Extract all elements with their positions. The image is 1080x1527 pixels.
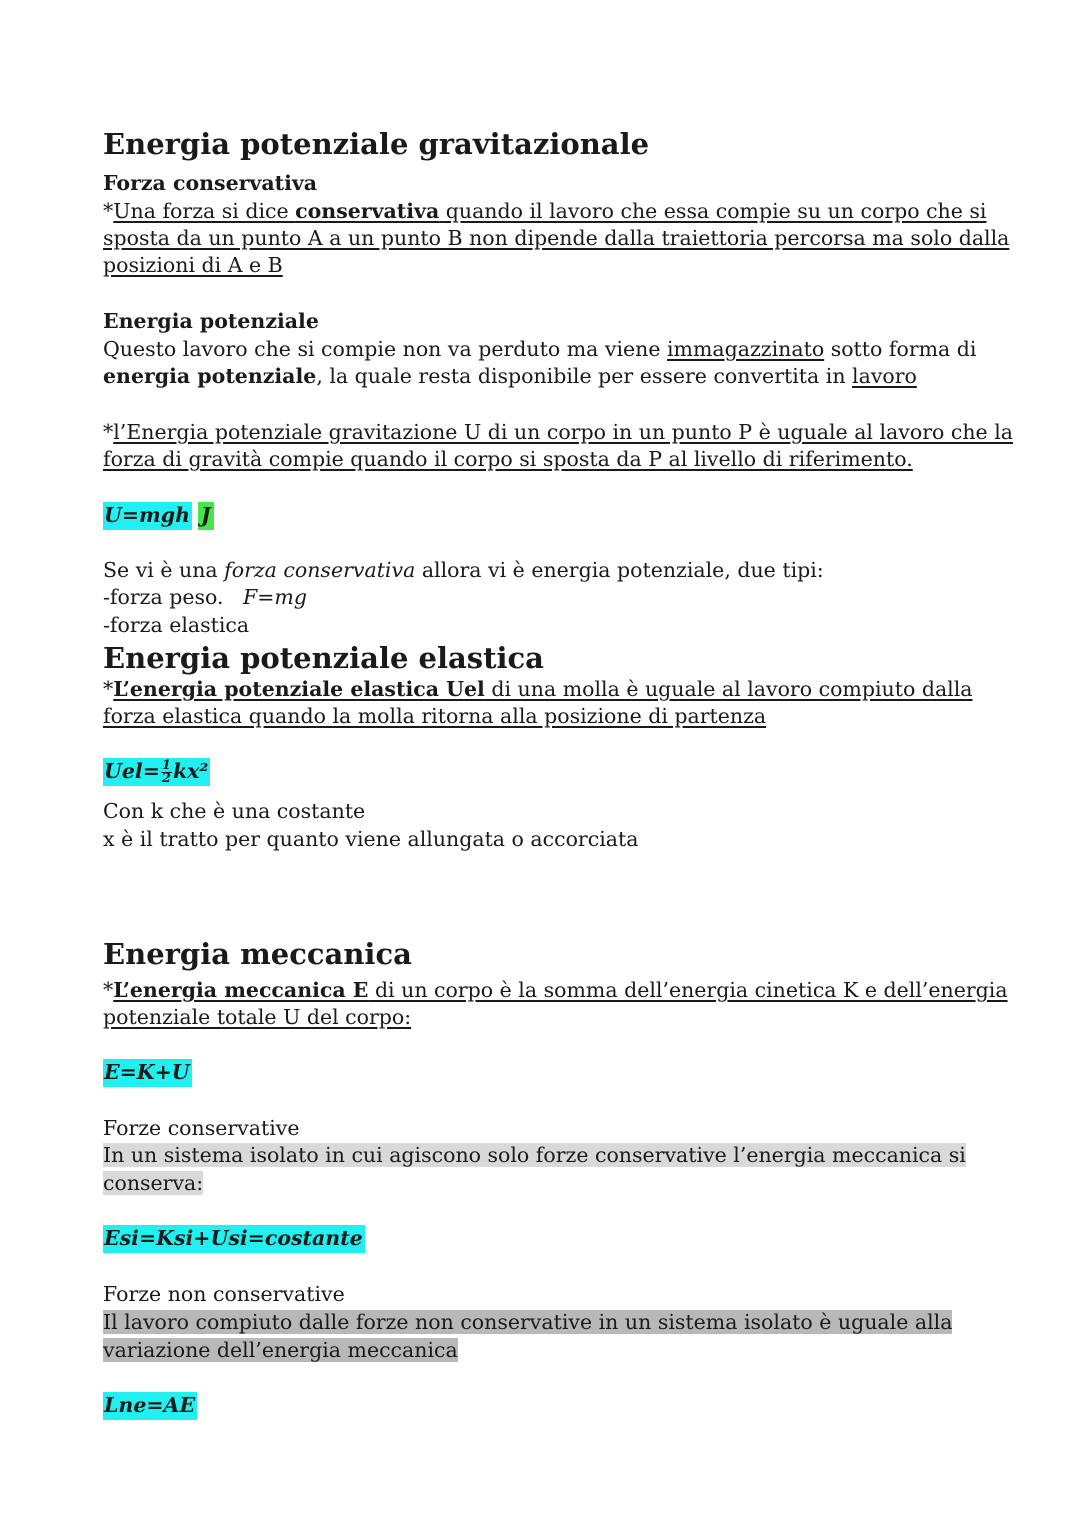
heading-energia-potenziale-elastica: Energia potenziale elastica: [103, 641, 544, 675]
subheading-forza-conservativa: Forza conservativa: [103, 171, 318, 195]
definition-conservativa-line1: *Una forza si dice conservativa quando il lavoro che essa compie su un corpo che si: [103, 199, 987, 223]
text-lavoro-non-conservative-line2: variazione dell’energia meccanica: [103, 1338, 458, 1362]
definition-conservativa-line3: posizioni di A e B: [103, 253, 283, 277]
definition-conservativa-line2: sposta da un punto A a un punto B non dipende dalla traiettoria percorsa ma solo dalla: [103, 226, 1010, 250]
formula-umgh: U=mgh J: [103, 502, 214, 529]
type-forza-peso: -forza peso. F=mg: [103, 585, 307, 609]
type-forza-elastica: -forza elastica: [103, 613, 250, 637]
definition-gravitazionale-line2: forza di gravità compie quando il corpo si sposta da P al livello di riferimento.: [103, 447, 913, 471]
formula-lne: Lne=AE: [103, 1392, 197, 1419]
formula-uel: Uel= $\frac{1}{2}$ kx²: [104, 758, 209, 786]
paragraph-lavoro-line1: Questo lavoro che si compie non va perduto ma viene immagazzinato sotto forma di: [103, 337, 977, 361]
paragraph-lavoro-line2: energia potenziale, la quale resta disponibile per essere convertita in lavoro: [103, 364, 917, 388]
text-sistema-isolato-line2: conserva:: [103, 1171, 204, 1195]
subheading-forze-conservative: Forze conservative: [103, 1116, 300, 1140]
heading-energia-potenziale-gravitazionale: Energia potenziale gravitazionale: [103, 127, 650, 161]
unit-joule: J: [198, 502, 214, 530]
definition-elastica-line1: *L’energia potenziale elastica Uel di una molla è uguale al lavoro compiuto dalla: [103, 677, 973, 701]
definition-elastica-line2: forza elastica quando la molla ritorna alla posizione di partenza: [103, 704, 767, 728]
fraction-one-half: $\frac{1}{2}$: [161, 758, 171, 786]
subheading-energia-potenziale: Energia potenziale: [103, 309, 319, 333]
types-intro: Se vi è una forza conservativa allora vi è energia potenziale, due tipi:: [103, 558, 824, 582]
formula-esi: Esi=Ksi+Usi=costante: [103, 1225, 365, 1252]
heading-energia-meccanica: Energia meccanica: [103, 937, 412, 971]
text-sistema-isolato-line1: In un sistema isolato in cui agiscono solo forze conservative l’energia meccanica si: [103, 1143, 966, 1167]
subheading-forze-non-conservative: Forze non conservative: [103, 1282, 345, 1306]
definition-gravitazionale-line1: *l’Energia potenziale gravitazione U di un corpo in un punto P è uguale al lavoro che la: [103, 420, 1013, 444]
text-lavoro-non-conservative-line1: Il lavoro compiuto dalle forze non conservative in un sistema isolato è uguale alla: [103, 1310, 953, 1334]
definition-meccanica-line1: *L’energia meccanica E di un corpo è la somma dell’energia cinetica K e dell’energia: [103, 978, 1008, 1002]
formula-ekv: E=K+U: [103, 1059, 192, 1086]
note-costante: Con k che è una costante: [103, 799, 366, 823]
definition-meccanica-line2: potenziale totale U del corpo:: [103, 1005, 412, 1029]
note-tratto: x è il tratto per quanto viene allungata o accorciata: [103, 827, 639, 851]
